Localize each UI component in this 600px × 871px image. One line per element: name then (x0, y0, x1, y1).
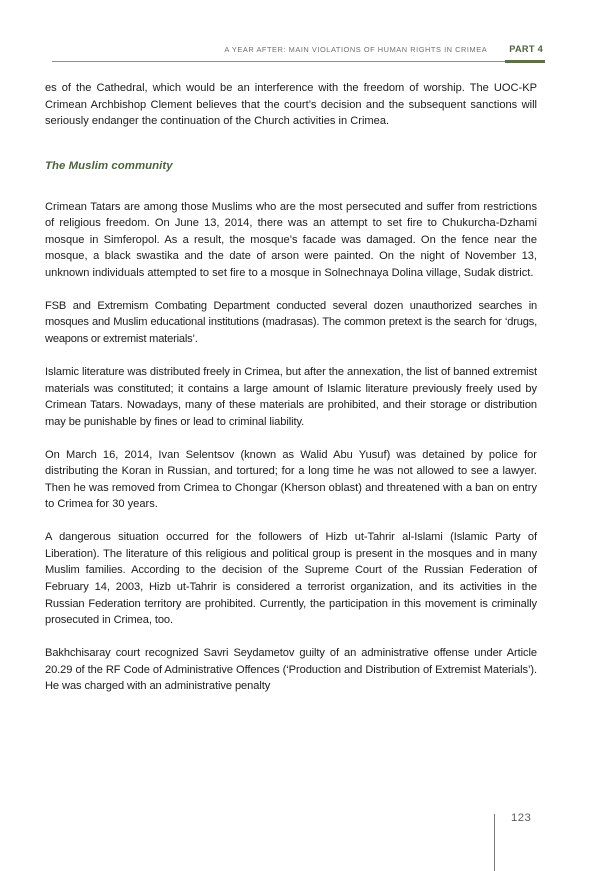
page-number: 123 (511, 812, 532, 824)
folio-vertical-rule (494, 814, 495, 871)
paragraph-continued-cathedral: es of the Cathedral, which would be an interference with the freedom of worship. The UOC-KP Crimean Archbishop Clement believes that the court’s decision and the subsequent sanctions will seriously endanger the continuation of the Church activities in Crimea. (45, 82, 537, 128)
running-header-rule-group (52, 60, 545, 64)
running-header-rule (52, 61, 545, 62)
running-header (52, 44, 545, 64)
paragraph-crimean-tatars: Crimean Tatars are among those Muslims who are the most persecuted and suffer from restrictions of religious freedom. On June 13, 2014, there was an attempt to set fire to Chukurcha-Dzhami mosque in Simferopol. As a result, the mosque’s facade was damaged. On the fence near the mosque, a black swastika and the date of arson were painted. On the night of November 13, unknown individuals attempted to set fire to a mosque in Solnechnaya Dolina village, Sudak district. (45, 200, 537, 279)
section-heading-muslim-community: The Muslim community (45, 159, 173, 172)
running-header-part-label: PART 4 (509, 44, 543, 54)
paragraph-fsb-searches: FSB and Extremism Combating Department conducted several dozen unauthorized searches in mosques and Muslim educational institutions (madrasas). The common pretext is the search for ‘drugs, weapons or extremist materials’. (45, 299, 537, 345)
paragraph-ivan-selentsov: On March 16, 2014, Ivan Selentsov (known as Walid Abu Yusuf) was detained by police for distributing the Koran in Russian, and tortured; for a long time he was not allowed to see a lawyer. Then he was removed from Crimea to Chongar (Kherson oblast) and threatened with a ban on entry to Crimea for 30 years. (45, 448, 537, 511)
running-header-title: A YEAR AFTER: MAIN VIOLATIONS OF HUMAN RIGHTS IN CRIMEA (224, 45, 488, 54)
running-header-accent-rule (505, 60, 545, 63)
paragraph-bakhchisaray-court: Bakhchisaray court recognized Savri Seydametov guilty of an administrative offense under Article 20.29 of the RF Code of Administrative Offences (‘Production and Distribution of Extremist Materials’). He was charged with an administrative penalty (45, 647, 537, 693)
page-folio (494, 812, 600, 871)
section-heading-wrapper (45, 158, 537, 174)
paragraph-islamic-literature: Islamic literature was distributed freely in Crimea, but after the annexation, the list of banned extremist materials was constituted; it contains a large amount of Islamic literature previously freely used by Crimean Tatars. Nowadays, many of these materials are prohibited, and their storage or distribution may be punishable by fines or lead to criminal liability. (45, 366, 537, 428)
running-header-text-row (52, 44, 545, 54)
paragraph-hizb-ut-tahrir: A dangerous situation occurred for the followers of Hizb ut-Tahrir al-Islami (Islamic Party of Liberation). The literature of this religious and political group is present in the mosques and in many Muslim families. According to the decision of the Supreme Court of the Russian Federation of February 14, 2003, Hizb ut-Tahrir is considered a terrorist organization, and its activities in the Russian Federation territory are prohibited. Currently, the participation in this movement is criminally prosecuted in Crimea, too. (45, 531, 537, 627)
body-text-column (45, 80, 537, 695)
